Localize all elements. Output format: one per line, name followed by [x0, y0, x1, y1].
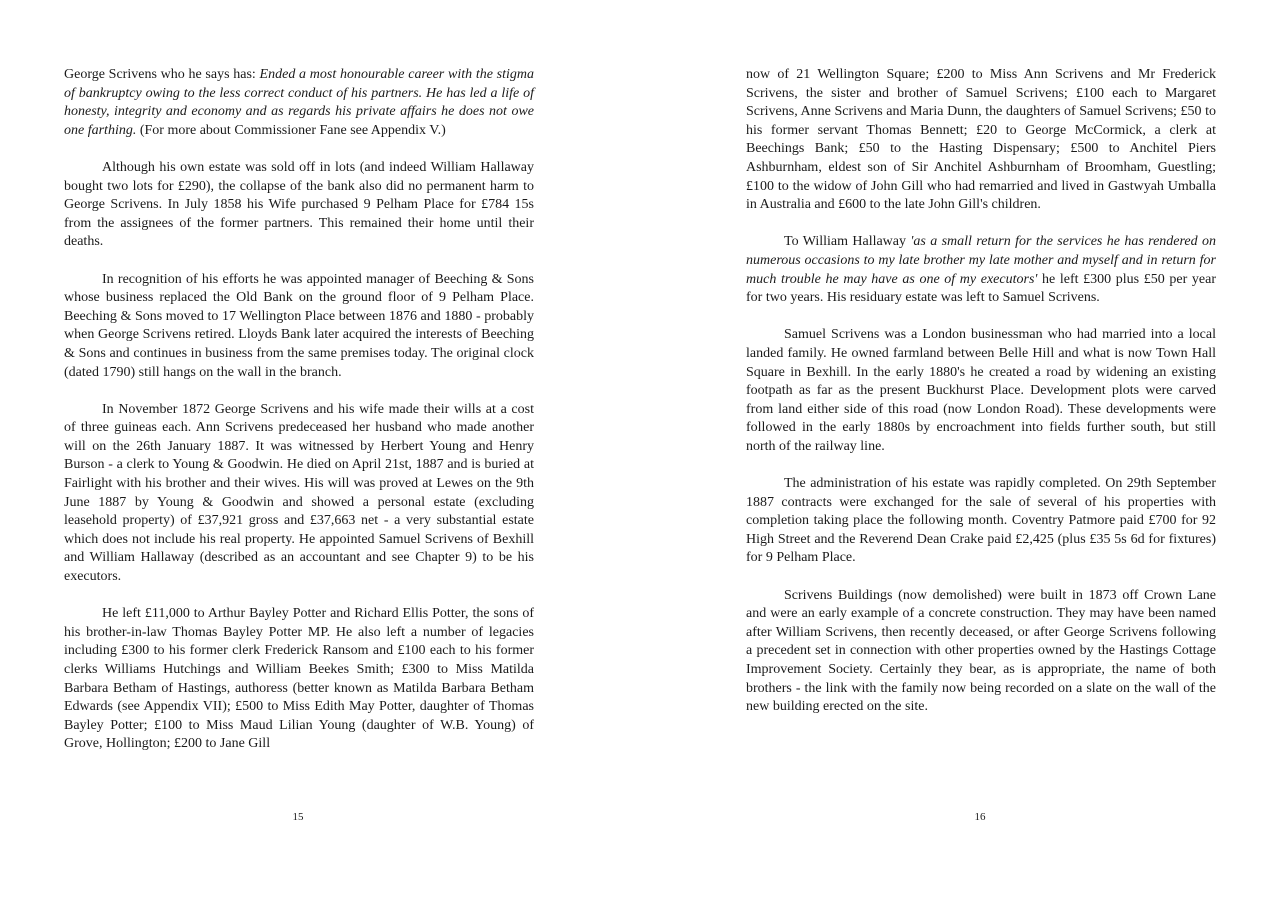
paragraph-text: To William Hallaway [784, 234, 911, 250]
quotation-italic: Ended a most honourable career with the stigma of bankruptcy owing to the less correct conduct of his partners. He has led a life of honesty, integrity and economy and as regards his private affairs he does not owe one farthing. [64, 67, 535, 138]
paragraph-4: In November 1872 George Scrivens and his wife made their wills at a cost of three guineas each. Ann Scrivens predeceased her husband who made another will on the 26th January 1887. It was witnessed by Herbert Young and Henry Burson - a clerk to Young & Goodwin. He died on April 21st, 1887 and is buried at Fairlight with his brother and their wives. His will was proved at Lewes on the 9th June 1887 by Young & Goodwin and showed a personal estate (excluding leasehold property) of £37,921 gross and £37,663 net - a very substantial estate which does not include his real property. He appointed Samuel Scrivens of Bexhill and William Hallaway (described as an accountant and see Chapter 9) to be his executors. [64, 401, 534, 585]
paragraph-5: He left £11,000 to Arthur Bayley Potter and Richard Ellis Potter, the sons of his brother-in-law Thomas Bayley Potter MP. He also left a number of legacies including £300 to his former clerk Frederick Ransom and £100 each to his former clerks Williams Hutchings and William Beekes Smith; £300 to Miss Matilda Barbara Betham of Hastings, authoress (better known as Matilda Barbara Betham Edwards (see Appendix VII); £500 to Miss Edith May Potter, daughter of Thomas Bayley Potter; £100 to Miss Maud Lilian Young (daughter of W.B. Young) of Grove, Hollington; £200 to Jane Gill [64, 606, 534, 752]
page-number-right: 16 [974, 811, 986, 823]
paragraph-text: George Scrivens who he says has: [64, 67, 260, 82]
paragraph-text: (For more about Commissioner Fane see Appendix V.) [136, 122, 446, 138]
paragraph-3: In recognition of his efforts he was appointed manager of Beeching & Sons whose business replaced the Old Bank on the ground floor of 9 Pelham Place. Beeching & Sons moved to 17 Wellington Place between 1876 and 1880 - probably when George Scrivens retired. Lloyds Bank later acquired the interests of Beeching & Sons and continues in business from the same premises today. The original clock (dated 1790) still hangs on the wall in the branch. [64, 271, 534, 380]
quotation-italic: 'as a small return for the services he has rendered on numerous occasions to my late brother my late mother and myself and in return for much trouble he may have as one of my executors' [746, 234, 1217, 287]
paragraph-3: Samuel Scrivens was a London businessman who had married into a local landed family. He owned farmland between Belle Hill and what is now Town Hall Square in Bexhill. In the early 1880's he created a road by widening an existing footpath as far as the present Buckhurst Place. Development plots were carved from land either side of this road (now London Road). These developments were followed in the early 1880s by encroachment into fields further south, but still north of the railway line. [746, 327, 1216, 454]
right-page [746, 66, 1216, 735]
paragraph-5: Scrivens Buildings (now demolished) were built in 1873 off Crown Lane and were an early example of a concrete construction. They may have been named after William Scrivens, then recently deceased, or after George Scrivens following a precedent set in connection with other properties owned by the Hastings Cottage Improvement Society. Certainly they bear, as is appropriate, the name of both brothers - the link with the family now being recorded on a slate on the wall of the new building erected on the site. [746, 587, 1216, 715]
left-page [64, 66, 534, 773]
paragraph-4: The administration of his estate was rapidly completed. On 29th September 1887 contracts were exchanged for the sale of several of his properties with completion taking place the following month. Coventry Patmore paid £700 for 92 High Street and the Reverend Dean Crake paid £2,425 (plus £35 5s 6d for fixtures) for 9 Pelham Place. [746, 476, 1216, 566]
paragraph-2: Although his own estate was sold off in lots (and indeed William Hallaway bought two lots for £290), the collapse of the bank also did no permanent harm to George Scrivens. In July 1858 his Wife purchased 9 Pelham Place for £784 15s from the assignees of the former partners. This remained their home until their deaths. [64, 159, 534, 250]
paragraph-1 [64, 66, 534, 140]
paragraph-text: he left £300 plus £50 per year for two years. His residuary estate was left to Samuel Scrivens. [746, 271, 1216, 306]
paragraph-2 [746, 233, 1216, 307]
page-number-left: 15 [292, 811, 304, 823]
paragraph-1: now of 21 Wellington Square; £200 to Miss Ann Scrivens and Mr Frederick Scrivens, the sister and brother of Samuel Scrivens; £100 each to Margaret Scrivens, Anne Scrivens and Maria Dunn, the daughters of Samuel Scrivens; £50 to his former servant Thomas Bennett; £20 to George McCormick, a clerk at Beechings Bank; £50 to the Hasting Dispensary; £500 to Anchitel Piers Ashburnham, eldest son of Sir Anchitel Ashburnham of Broomham, Guestling; £100 to the widow of John Gill who had remarried and lived in Gastwyah Umballa in Australia and £600 to the late John Gill's children. [746, 67, 1216, 213]
